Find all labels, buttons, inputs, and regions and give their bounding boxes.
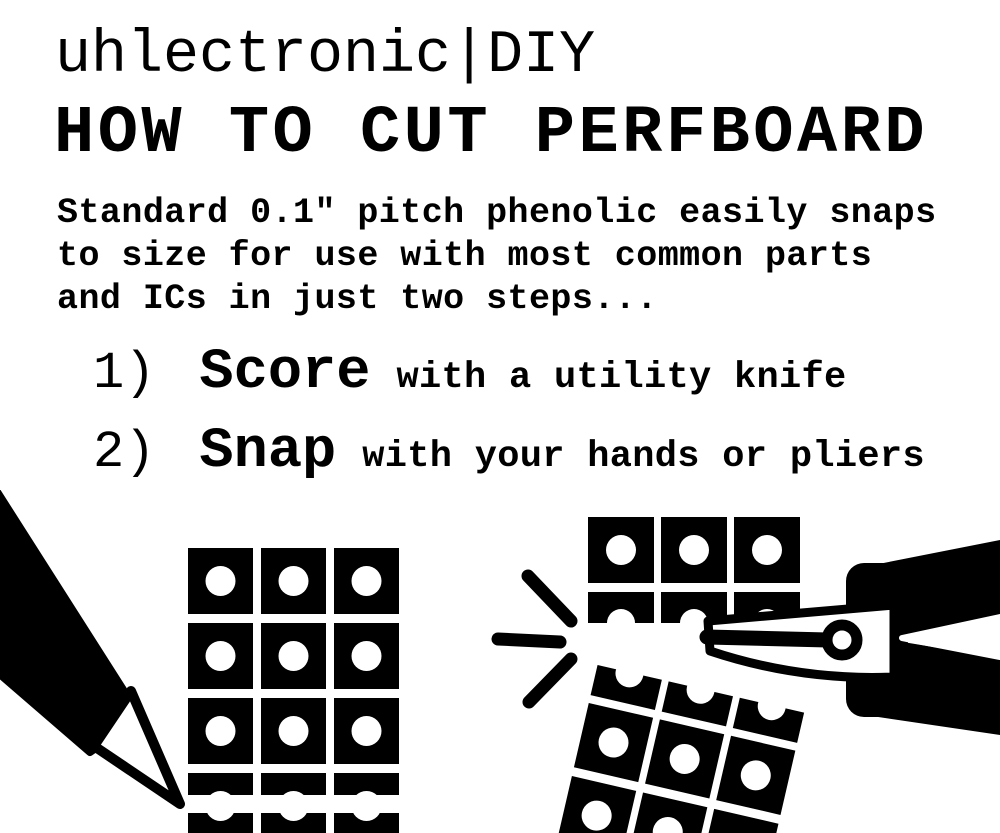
illustration	[0, 490, 1000, 833]
perfboard-scored-icon	[178, 548, 412, 833]
page-title: HOW TO CUT PERFBOARD	[54, 96, 929, 172]
step-1-detail: with a utility knife	[396, 357, 847, 399]
step-2-verb: Snap	[199, 420, 337, 484]
perfboard-cells	[588, 517, 800, 623]
pliers-jaw-line	[707, 637, 828, 640]
utility-knife-icon	[0, 490, 180, 804]
brand-logo: uhlectronic|DIY	[55, 22, 596, 90]
step-2	[93, 420, 925, 484]
intro-line-2: to size for use with most common parts	[57, 236, 873, 276]
snap-burst-icon	[498, 576, 571, 702]
intro-line-3: and ICs in just two steps...	[57, 279, 658, 319]
step-1	[93, 341, 847, 405]
perfboard-snapped-bottom-icon	[557, 652, 807, 833]
intro-line-1: Standard 0.1″ pitch phenolic easily snaps	[57, 193, 937, 233]
step-2-number: 2)	[93, 423, 156, 482]
knife-handle	[0, 490, 129, 752]
step-1-number: 1)	[93, 344, 156, 403]
intro-text	[57, 192, 937, 321]
pliers-pivot	[827, 625, 857, 655]
step-2-detail: with your hands or pliers	[362, 436, 925, 478]
step-1-verb: Score	[199, 341, 371, 405]
